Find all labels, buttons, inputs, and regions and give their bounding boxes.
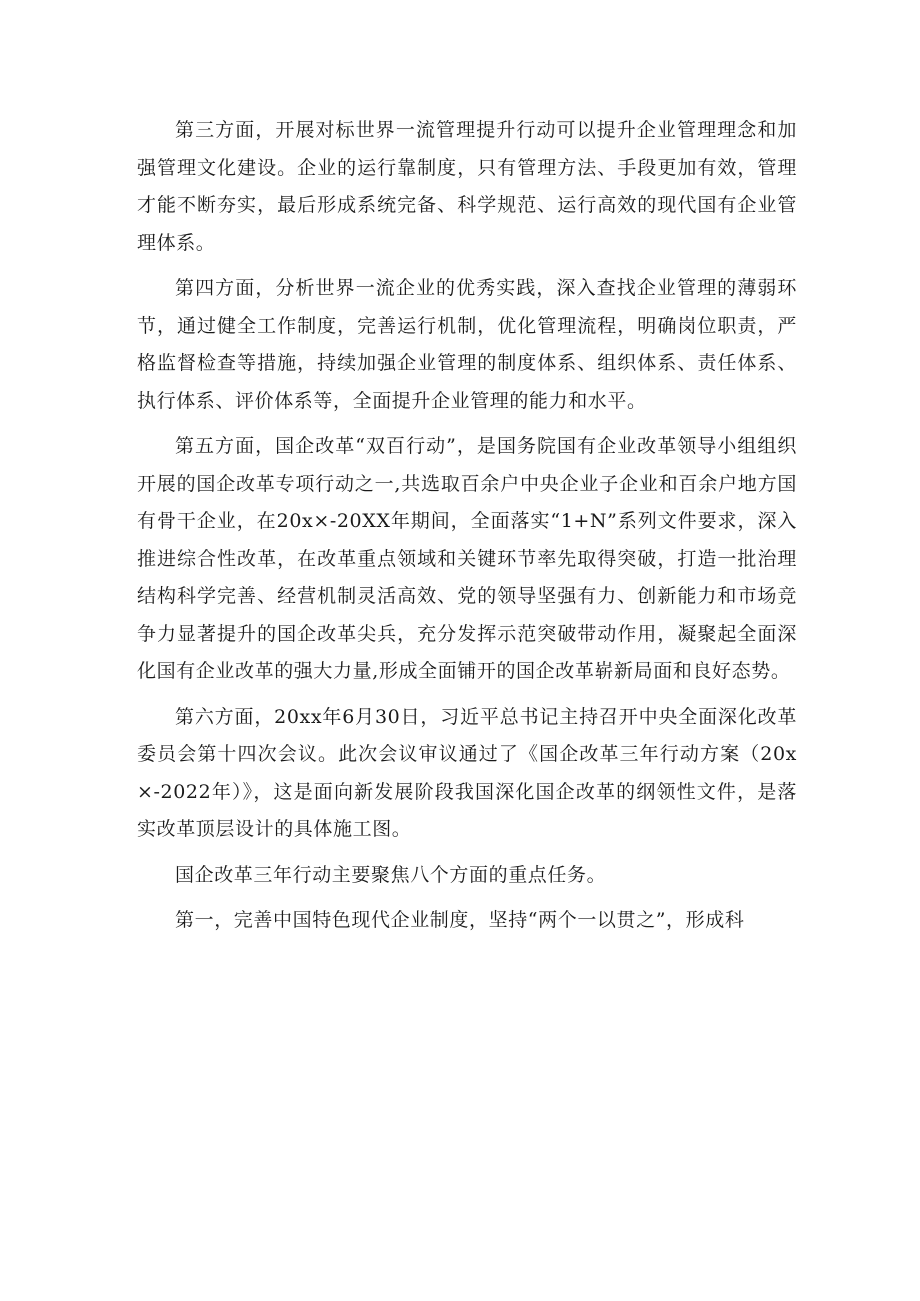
- paragraph: 第三方面，开展对标世界一流管理提升行动可以提升企业管理理念和加强管理文化建设。企业的运行靠制度，只有管理方法、手段更加有效，管理才能不断夯实，最后形成系统完备、科学规范、运行高效的现代国有企业管理体系。: [137, 119, 797, 254]
- paragraph: 第五方面，国企改革“双百行动”，是国务院国有企业改革领导小组组织开展的国企改革专项行动之一,共选取百余户中央企业子企业和百余户地方国有骨干企业，在20x×-20XX年期间，全面落实“1+N”系列文件要求，深入推进综合性改革，在改革重点领域和关键环节率先取得突破，打造一批治理结构科学完善、经营机制灵活高效、党的领导坚强有力、创新能力和市场竞争力显著提升的国企改革尖兵，充分发挥示范突破带动作用，凝聚起全面深化国有企业改革的强大力量,形成全面铺开的国企改革崭新局面和良好态势。: [137, 435, 797, 682]
- paragraph: 国企改革三年行动主要聚焦八个方面的重点任务。: [175, 863, 607, 886]
- paragraph: 第六方面，20xx年6月30日，习近平总书记主持召开中央全面深化改革委员会第十四次会议。此次会议审议通过了《国企改革三年行动方案（20x×-2022年）》，这是面向新发展阶段我国深化国企改革的纲领性文件，是落实改革顶层设计的具体施工图。: [137, 705, 797, 840]
- document-body: [137, 112, 797, 948]
- paragraph: 第一，完善中国特色现代企业制度，坚持“两个一以贯之”，形成科: [175, 909, 745, 931]
- paragraph: 第四方面，分析世界一流企业的优秀实践，深入查找企业管理的薄弱环节，通过健全工作制度，完善运行机制，优化管理流程，明确岗位职责，严格监督检查等措施，持续加强企业管理的制度体系、组织体系、责任体系、执行体系、评价体系等，全面提升企业管理的能力和水平。: [137, 277, 797, 412]
